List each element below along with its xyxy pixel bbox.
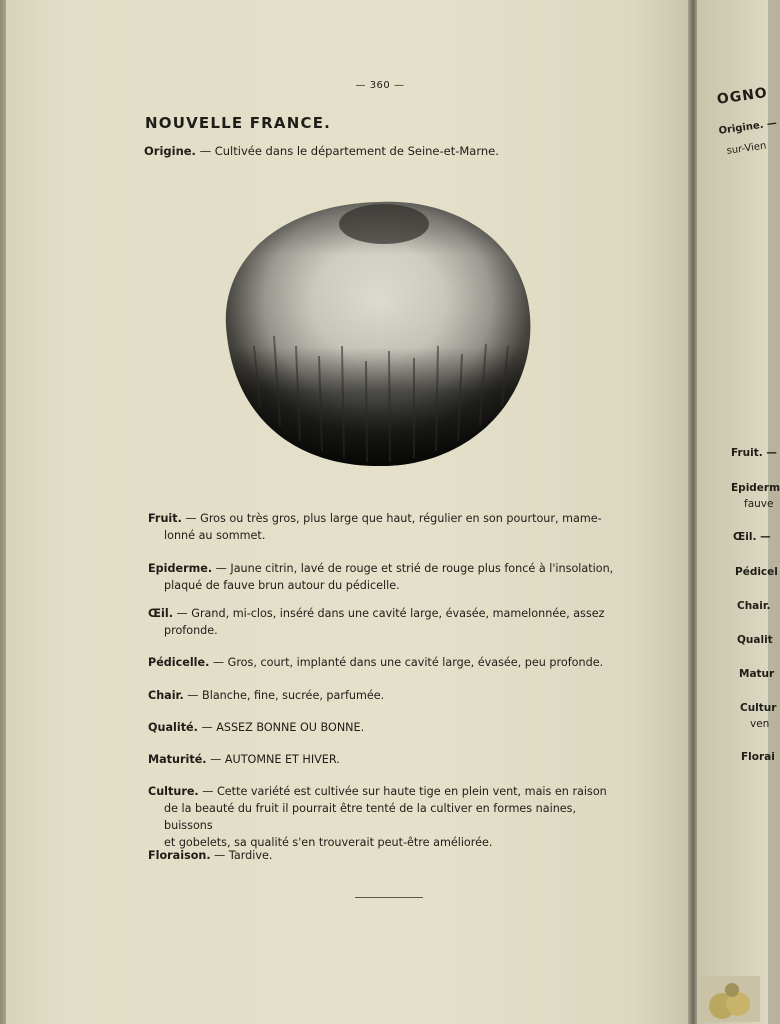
next-page-term: Matur <box>739 668 775 680</box>
entry-chair <box>148 687 628 704</box>
entry-text-cont: et gobelets, sa qualité s'en trouverait peut-être améliorée. <box>164 836 493 849</box>
entry-text-cont: de la beauté du fruit il pourrait être tenté de la cultiver en formes naines, buissons <box>164 802 577 832</box>
entry-term: Chair. <box>148 689 184 702</box>
entry-term: Pédicelle. <box>148 656 210 669</box>
entry-fruit <box>148 510 628 544</box>
next-page-origin: Origine. — <box>718 117 778 137</box>
origin-line <box>144 144 499 158</box>
entry-text-cont: lonné au sommet. <box>164 529 266 542</box>
next-page-title: OGNO <box>716 84 769 108</box>
next-page-term: Chair. <box>737 600 771 612</box>
entry-epiderme <box>148 560 628 594</box>
entry-text: — Blanche, fine, sucrée, parfumée. <box>183 689 385 702</box>
entry-text: — Gros ou très gros, plus large que haut, régulier en son pourtour, mame- <box>181 512 602 525</box>
entry-oeil <box>148 605 628 639</box>
page-number: — 360 — <box>355 80 405 91</box>
entry-culture <box>148 783 628 851</box>
entry-term: Fruit. <box>148 512 182 525</box>
entry-floraison <box>148 847 628 864</box>
apple-thumbnail-icon <box>700 976 760 1022</box>
entry-term: Culture. <box>148 785 199 798</box>
entry-text: — Jaune citrin, lavé de rouge et strié de rouge plus foncé à l'insolation, <box>212 562 614 575</box>
entry-maturite <box>148 751 628 768</box>
entry-text: — ASSEZ BONNE OU BONNE. <box>197 721 365 734</box>
next-page-term: Florai <box>741 751 775 763</box>
next-page-term: Epiderm <box>731 482 780 494</box>
entry-text-cont: profonde. <box>164 624 218 637</box>
entry-term: Maturité. <box>148 753 207 766</box>
entry-term: Epiderme. <box>148 562 213 575</box>
entry-pedicelle <box>148 654 628 671</box>
entry-term: Floraison. <box>148 849 211 862</box>
entry-text: — Cette variété est cultivée sur haute tige en plein vent, mais en raison <box>198 785 607 798</box>
next-page-term: Œil. — <box>733 531 771 543</box>
end-rule <box>355 897 423 898</box>
next-page-term: Pédicel <box>735 566 778 578</box>
entry-term: Œil. <box>148 607 173 620</box>
entry-term: Qualité. <box>148 721 198 734</box>
entry-text: — Gros, court, implanté dans une cavité large, évasée, peu profonde. <box>209 656 604 669</box>
next-page-term: Fruit. — <box>731 447 777 459</box>
next-page-origin-cont: sur-Vien <box>726 140 768 157</box>
variety-title: NOUVELLE FRANCE. <box>145 114 332 132</box>
next-page-term: Cultur <box>740 702 777 714</box>
origin-text: — Cultivée dans le département de Seine-et-Marne. <box>195 144 499 158</box>
entry-text: — Grand, mi-clos, inséré dans une cavité large, évasée, mamelonnée, assez <box>172 607 605 620</box>
entry-text: — Tardive. <box>210 849 273 862</box>
next-page-text: fauve <box>744 498 774 510</box>
next-page-term: Qualit <box>737 634 773 646</box>
apple-illustration <box>224 196 534 470</box>
origin-term: Origine. <box>144 144 196 158</box>
entry-qualite <box>148 719 628 736</box>
next-page-text: ven <box>750 718 770 730</box>
entry-text-cont: plaqué de fauve brun autour du pédicelle. <box>164 579 400 592</box>
entry-text: — AUTOMNE ET HIVER. <box>206 753 340 766</box>
